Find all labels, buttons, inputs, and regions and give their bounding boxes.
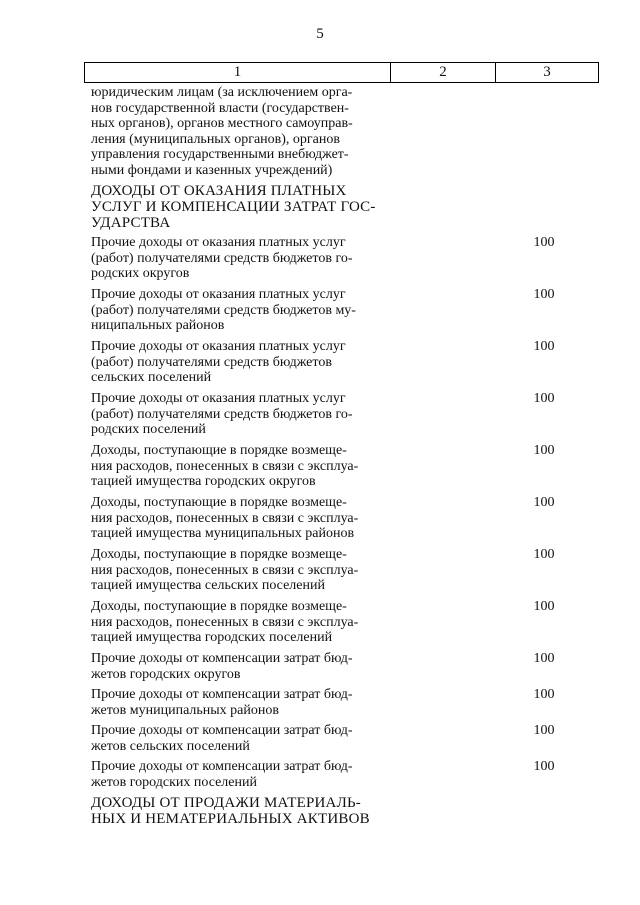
section-heading: ДОХОДЫ ОТ ОКАЗАНИЯ ПЛАТНЫХ УСЛУГ И КОМПЕНСАЦИИ ЗАТРАТ ГОС- УДАРСТВА xyxy=(91,183,376,231)
page-number: 5 xyxy=(316,26,324,42)
row-value: 100 xyxy=(533,759,555,774)
row-value: 100 xyxy=(533,651,555,666)
row-value: 100 xyxy=(533,235,555,250)
row-description: Прочие доходы от компенсации затрат бюд- жетов городских округов xyxy=(91,651,353,682)
table-header-col3: 3 xyxy=(543,64,551,80)
row-value: 100 xyxy=(533,687,555,702)
row-description: Доходы, поступающие в порядке возмеще- ния расходов, понесенных в связи с эксплуа- тацией имущества городских поселений xyxy=(91,599,359,646)
section-heading: ДОХОДЫ ОТ ПРОДАЖИ МАТЕРИАЛЬ- НЫХ И НЕМАТЕРИАЛЬНЫХ АКТИВОВ xyxy=(91,795,370,827)
row-description: Доходы, поступающие в порядке возмеще- ния расходов, понесенных в связи с эксплуа- тацией имущества муниципальных районов xyxy=(91,495,359,542)
row-value: 100 xyxy=(533,287,555,302)
row-value: 100 xyxy=(533,443,555,458)
row-description: Доходы, поступающие в порядке возмеще- ния расходов, понесенных в связи с эксплуа- тацией имущества сельских поселений xyxy=(91,547,359,594)
row-description: Прочие доходы от компенсации затрат бюд- жетов сельских поселений xyxy=(91,723,353,754)
row-description: Прочие доходы от оказания платных услуг (работ) получателями средств бюджетов сельских поселений xyxy=(91,339,346,386)
row-description: Прочие доходы от компенсации затрат бюд- жетов городских поселений xyxy=(91,759,353,790)
row-value: 100 xyxy=(533,723,555,738)
row-value: 100 xyxy=(533,547,555,562)
row-value: 100 xyxy=(533,495,555,510)
row-value: 100 xyxy=(533,339,555,354)
row-description: юридическим лицам (за исключением орга- нов государственной власти (государствен- ных органов), органов местного самоуправ- ления (муниципальных органов), органов управления государственными внебюджет- ными фондами и казенных учреждений) xyxy=(91,85,353,178)
row-value: 100 xyxy=(533,599,555,614)
row-value: 100 xyxy=(533,391,555,406)
row-description: Доходы, поступающие в порядке возмеще- ния расходов, понесенных в связи с эксплуа- тацией имущества городских округов xyxy=(91,443,359,490)
row-description: Прочие доходы от оказания платных услуг (работ) получателями средств бюджетов го- родских округов xyxy=(91,235,353,282)
row-description: Прочие доходы от оказания платных услуг (работ) получателями средств бюджетов го- родских поселений xyxy=(91,391,353,438)
table-header-col1: 1 xyxy=(85,63,391,82)
row-description: Прочие доходы от оказания платных услуг (работ) получателями средств бюджетов му- ниципальных районов xyxy=(91,287,356,334)
row-description: Прочие доходы от компенсации затрат бюд- жетов муниципальных районов xyxy=(91,687,353,718)
table-header-col2: 2 xyxy=(391,63,496,82)
table-header-row xyxy=(84,62,599,83)
